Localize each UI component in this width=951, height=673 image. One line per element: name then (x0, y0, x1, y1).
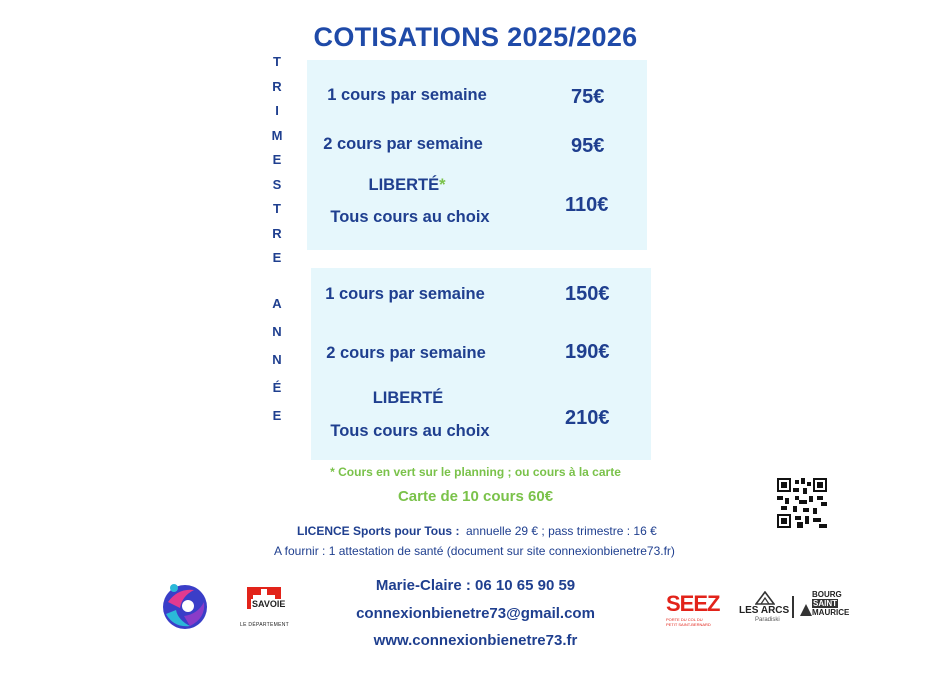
green-note: * Cours en vert sur le planning ; ou cours à la carte (330, 465, 621, 479)
les-arcs-logo-text: LES ARCS (739, 605, 790, 616)
liberte-label: LIBERTÉ (368, 176, 440, 194)
bsm-line3: MAURICE (812, 608, 850, 617)
letter: I (275, 103, 279, 118)
letter: É (272, 380, 282, 395)
contact-email[interactable]: connexionbienetre73@gmail.com (356, 605, 595, 622)
letter: N (272, 324, 282, 339)
qr-code-icon (777, 478, 827, 528)
letter: R (272, 225, 282, 241)
les-arcs-logo-sub: Paradiski (755, 617, 780, 623)
bsm-line1: BOURG (812, 590, 842, 599)
trimestre-row1-label: 1 cours par semaine (327, 86, 487, 104)
trimestre-row3-sublabel: Tous cours au choix (330, 208, 490, 226)
licence-detail: annuelle 29 € ; pass trimestre : 16 € (466, 524, 657, 538)
annee-row2-label: 2 cours par semaine (326, 344, 486, 362)
annee-row3-price: 210€ (565, 407, 610, 429)
trimestre-row1-price: 75€ (571, 86, 605, 108)
letter: A (272, 296, 282, 311)
licence-label: LICENCE Sports pour Tous : (297, 524, 460, 538)
savoie-logo-sub: LE DÉPARTEMENT (240, 622, 290, 628)
letter: E (272, 408, 282, 423)
letter: T (273, 54, 281, 69)
letter: T (273, 201, 281, 216)
trimestre-vertical-label (267, 50, 287, 271)
savoie-logo-text: SAVOIE (252, 599, 286, 609)
seez-logo-text: SEEZ (666, 591, 720, 616)
annee-row1-price: 150€ (565, 283, 610, 305)
bourg-saint-maurice-logo (812, 590, 849, 617)
trimestre-row2-label: 2 cours par semaine (323, 135, 483, 153)
bsm-line2: SAINT (813, 599, 837, 608)
letter: E (272, 250, 282, 265)
sports-pour-tous-logo-icon (160, 580, 210, 632)
letter: M (271, 127, 283, 143)
page-title: COTISATIONS 2025/2026 (313, 22, 638, 52)
bsm-mountain-icon (800, 602, 812, 616)
letter: E (272, 152, 282, 167)
letter: N (272, 352, 282, 367)
annee-row2-price: 190€ (565, 341, 610, 363)
carte-line: Carte de 10 cours 60€ (397, 488, 554, 505)
letter: S (272, 176, 282, 192)
annee-row1-label: 1 cours par semaine (325, 285, 485, 303)
logo-divider (792, 596, 794, 618)
trimestre-row2-price: 95€ (571, 135, 605, 157)
trimestre-row3-price: 110€ (565, 194, 609, 216)
annee-row3-label: LIBERTÉ (372, 389, 444, 407)
trimestre-row3-label (307, 176, 507, 195)
seez-logo-sub: PORTE DU COL DU PETIT SAINT-BERNARD (666, 617, 711, 627)
contact-phone: Marie-Claire : 06 10 65 90 59 (375, 577, 576, 594)
les-arcs-mountain-icon (755, 591, 775, 605)
contact-website[interactable]: www.connexionbienetre73.fr (373, 632, 578, 649)
green-star: * (439, 176, 446, 194)
annee-vertical-label (267, 290, 287, 430)
annee-row3-sublabel: Tous cours au choix (330, 422, 490, 440)
fournir-line: A fournir : 1 attestation de santé (document sur site connexionbienetre73.fr) (274, 544, 675, 558)
letter: R (272, 78, 282, 94)
